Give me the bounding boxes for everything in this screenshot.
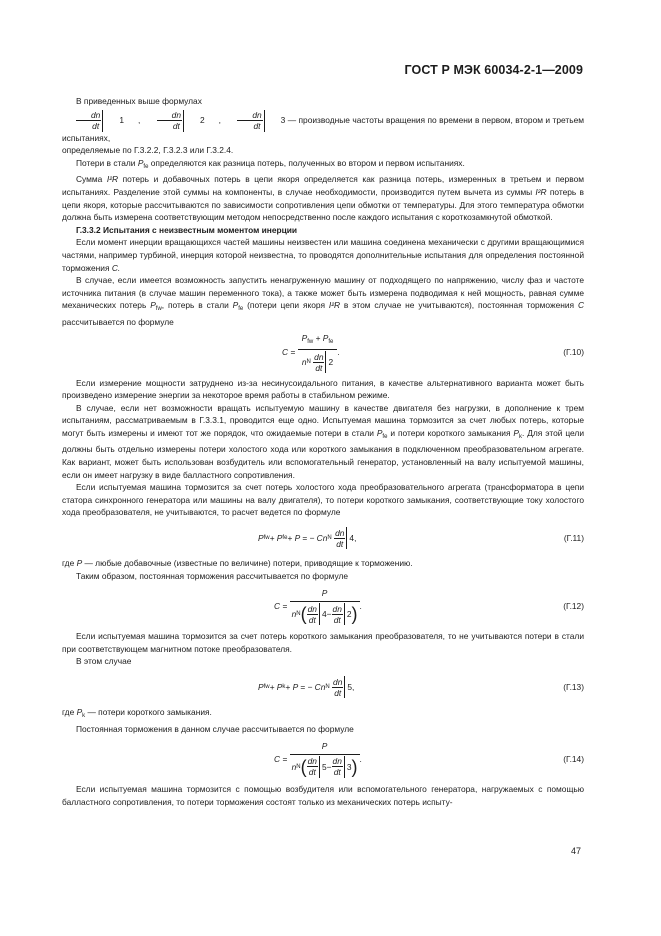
paragraph-derivatives: $\frac{dn}{dt}$ 1 , $\frac{dn}{dt}$ 2 , $\frac{dn}{dt}$ 3 — производные частоты вращения по времени в первом, втором и третьем испытаниях,: [62, 110, 584, 143]
section-heading: Г.3.3.2 Испытания с неизвестным моментом инерции: [76, 224, 298, 235]
document-header: ГОСТ Р МЭК 60034-2-1—2009: [404, 63, 583, 77]
paragraph: Если момент инерции вращающихся частей машины неизвестен или машина соединена механически с другими вращающимися частями, например турбиной, инерция которой неизвестна, то проводятся дополнительные испытания для определения постоянной торможения C.: [62, 237, 584, 273]
paragraph: В приведенных выше формулах: [76, 96, 202, 106]
equation-number: (Г.14): [563, 753, 584, 764]
equation-number: (Г.11): [563, 532, 584, 543]
paragraph: Если измерение мощности затруднено из-за несинусоидального питания, в качестве альтернативного варианта может быть произведено измерение энергии за некоторое время работы в стабильном режиме.: [62, 377, 584, 401]
equation-g11: P fw + P fe + P = − Cn N $\frac{dn}{dt}$ 4 , (Г.11): [62, 521, 584, 555]
fraction: P n N ( $\frac{dn}{dt}$ 5 − $\frac{dn}{dt}$ 3 ): [291, 741, 358, 778]
paragraph: Сумма I²R потерь и добавочных потерь в цепи якоря определяется как разница потерь, измеренных в третьем и первом испытаниях. Разделение этой суммы на компоненты, в случае необходимости, производится путем вычета из суммы I²R потерь в цепи якоря, которые рассчитываются по зависимости сопротивления цепи обмотки от температуры. Для этого температура обмотки должна быть измерена соответствующим методом непосредственно после каждого испытания с короткозамкнутой обмоткой.: [62, 174, 584, 223]
page-number: 47: [570, 846, 581, 856]
equation-g13: P fw + P k + P = − Cn N $\frac{dn}{dt}$ 5 , (Г.13): [62, 670, 584, 704]
paragraph: где $P_k$ — потери короткого замыкания.: [62, 707, 212, 719]
equation-number: (Г.13): [563, 681, 584, 692]
equation-number: (Г.12): [563, 600, 584, 611]
equation-g12: C = P n N ( $\frac{dn}{dt}$ 4 − $\frac{dn}{dt}$ 2 ) . (Г.12): [62, 584, 584, 628]
paragraph: Если испытуемая машина тормозится за счет потерь холостого хода преобразовательного агрегата (трансформатора в цепи статора синхронного генератора или машины на валу двигателя), то потери короткого замыкания, соответствующие току холостого хода преобразователя, не учитываются, то расчет ведется по формуле: [62, 482, 584, 518]
document-body: [62, 95, 584, 808]
paragraph: Таким образом, постоянная торможения рассчитывается по формуле: [76, 570, 349, 581]
equation-number: (Г.10): [563, 347, 584, 358]
fraction: P n N ( $\frac{dn}{dt}$ 4 − $\frac{dn}{dt}$ 2 ): [291, 588, 358, 625]
paragraph: В случае, если нет возможности вращать испытуемую машину в качестве двигателя без нагрузки, в дополнение к трем испытаниям, рассматриваемым в Г.3.3.1, проводится еще одно. Испытуемая машина тормозится за счет любых потерь, которые могут быть измерены и имеют тот же порядок, что ожидаемые потери в стали $P_{fe}$ и потери короткого замыкания $P_k$. Для этой цели должны быть отдельно измерены потери холостого хода или короткого замыкания в подключенном преобразовательном агрегате. Как вариант, может быть использован возбудитель или вспомогательный генератор, установленный на валу испытуемой машины, если он имеет нагрузку в виде балластного сопротивления.: [62, 402, 584, 480]
paragraph: Постоянная торможения в данном случае рассчитывается по формуле: [76, 723, 354, 734]
equation-g10: C = $P_{fw} + P_{fe}$ n N $\frac{dn}{dt}$ 2 . (Г.10): [62, 331, 584, 375]
paragraph: где P — любые добавочные (известные по величине) потери, приводящие к торможению.: [62, 558, 413, 569]
derivative-expression: $\frac{dn}{dt}$ 1 , $\frac{dn}{dt}$ 2 , $\frac{dn}{dt}$ 3: [76, 110, 285, 132]
paragraph: Если испытуемая машина тормозится за счет потерь короткого замыкания преобразователя, то не учитываются потери в стали при соответствующем магнитном потоке преобразователя.: [62, 631, 584, 654]
paragraph: В случае, если имеется возможность запустить ненагруженную машину от подходящего по напряжению, числу фаз и частоте источника питания (в случае машин переменного тока), а также может быть измерена подводимая к ней мощность, равная сумме механических потерь $P_{fw}$, потерь в стали $P_{fe}$ (потери цепи якоря I²R в этом случае не учитываются), постоянная торможения C рассчитывается по формуле: [62, 275, 585, 327]
equation-g14: C = P n N ( $\frac{dn}{dt}$ 5 − $\frac{dn}{dt}$ 3 ) . (Г.14): [62, 737, 584, 781]
paragraph: Потери в стали $P_{fe}$ определяются как разница потерь, полученных во втором и первом испытаниях.: [76, 157, 465, 170]
paragraph: В этом случае: [76, 656, 132, 667]
paragraph: Если испытуемая машина тормозится с помощью возбудителя или вспомогательного генератора, нагружаемых с помощью балластного сопротивления, то потери торможения состоят только из механических потерь испыту-: [62, 784, 584, 807]
fraction: $P_{fw} + P_{fe}$ n N $\frac{dn}{dt}$ 2: [298, 332, 338, 374]
paragraph: определяемые по Г.3.2.2, Г.3.2.3 или Г.3.2.4.: [62, 145, 234, 156]
